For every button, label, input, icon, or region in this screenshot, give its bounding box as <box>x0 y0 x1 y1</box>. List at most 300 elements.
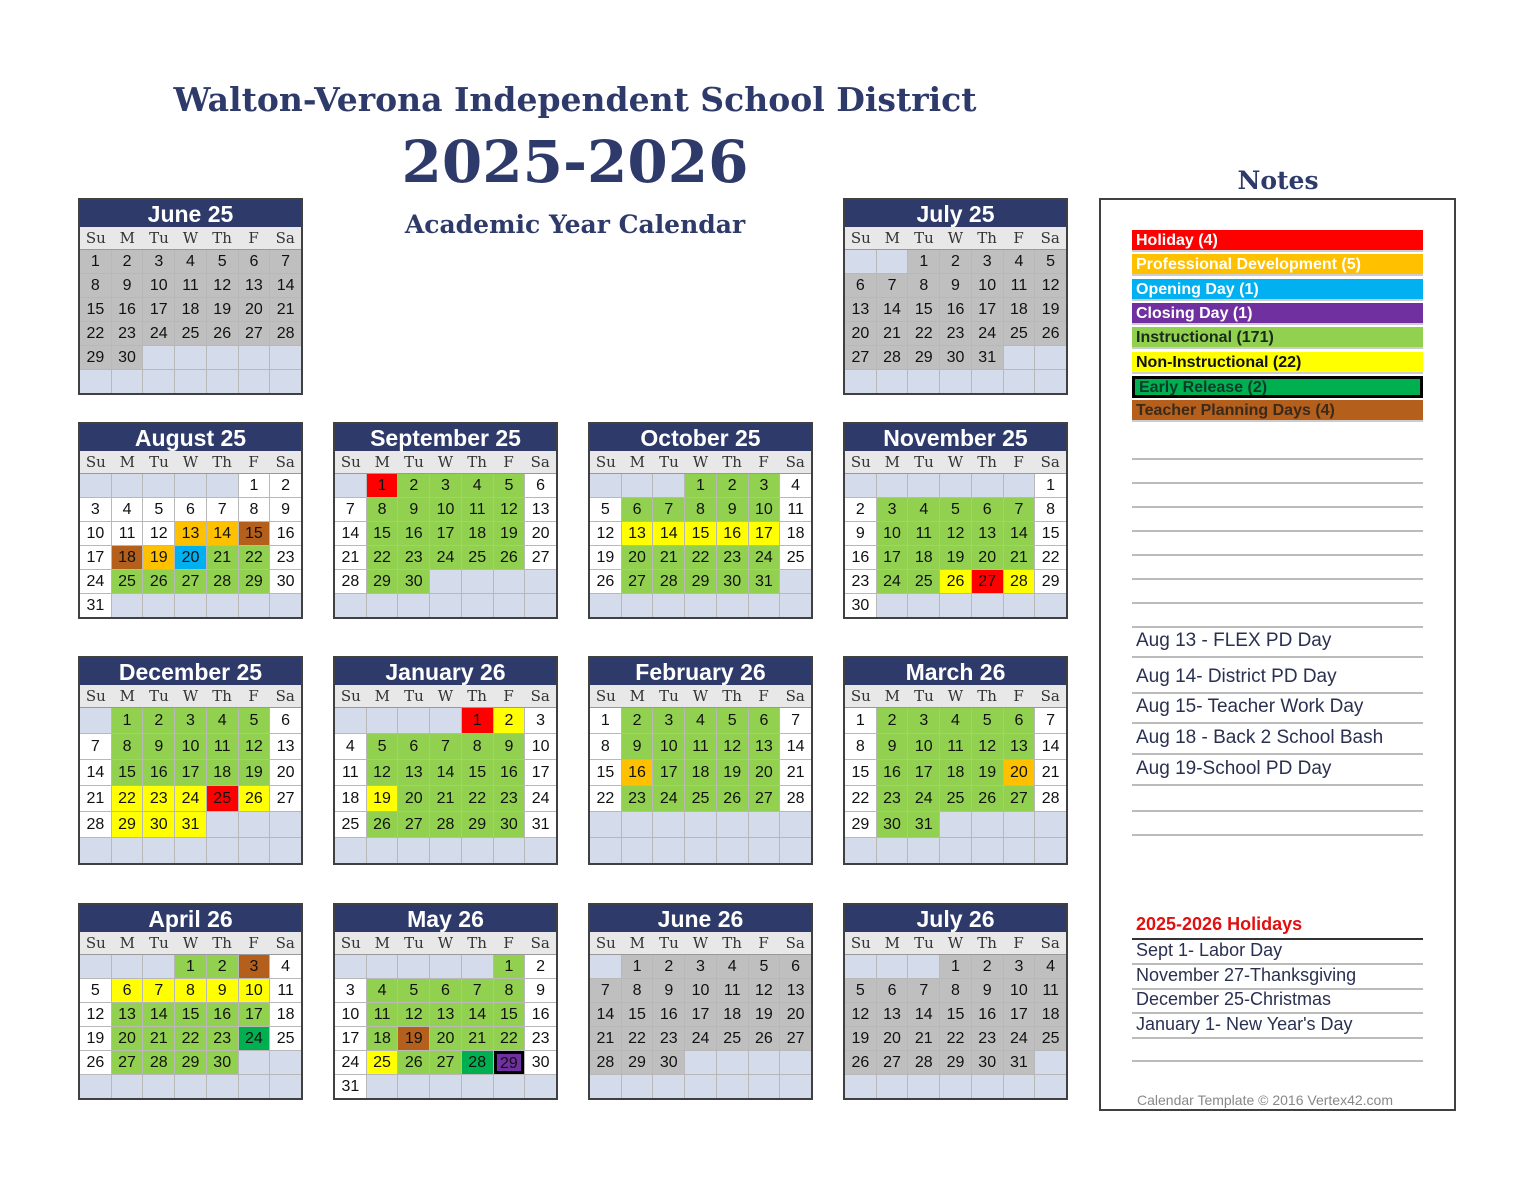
day-cell[interactable]: 28 <box>207 570 238 593</box>
day-cell[interactable]: 18 <box>717 1003 748 1026</box>
day-cell[interactable]: 9 <box>972 979 1003 1002</box>
day-cell[interactable]: 16 <box>398 522 429 545</box>
day-cell[interactable]: 15 <box>175 1003 206 1026</box>
day-cell[interactable]: 30 <box>972 1051 1003 1074</box>
day-cell[interactable]: 28 <box>462 1051 493 1074</box>
day-cell[interactable]: 7 <box>780 708 811 733</box>
day-cell[interactable]: 15 <box>112 760 143 785</box>
day-cell[interactable]: 22 <box>685 546 716 569</box>
day-cell[interactable]: 16 <box>270 522 301 545</box>
day-cell[interactable]: 6 <box>622 498 653 521</box>
day-cell[interactable]: 27 <box>972 570 1003 593</box>
day-cell[interactable]: 23 <box>112 322 143 345</box>
day-cell[interactable]: 11 <box>1004 274 1035 297</box>
day-cell[interactable]: 25 <box>207 786 238 811</box>
day-cell[interactable]: 29 <box>622 1051 653 1074</box>
day-cell[interactable]: 16 <box>972 1003 1003 1026</box>
day-cell[interactable]: 8 <box>845 734 876 759</box>
day-cell[interactable]: 2 <box>494 708 525 733</box>
day-cell[interactable]: 10 <box>430 498 461 521</box>
day-cell[interactable]: 20 <box>430 1027 461 1050</box>
day-cell[interactable]: 11 <box>908 522 939 545</box>
day-cell[interactable]: 20 <box>845 322 876 345</box>
day-cell[interactable]: 21 <box>462 1027 493 1050</box>
day-cell[interactable]: 3 <box>1004 955 1035 978</box>
day-cell[interactable]: 5 <box>494 474 525 497</box>
day-cell[interactable]: 12 <box>398 1003 429 1026</box>
day-cell[interactable]: 20 <box>1004 760 1035 785</box>
day-cell[interactable]: 30 <box>207 1051 238 1074</box>
day-cell[interactable]: 4 <box>780 474 811 497</box>
day-cell[interactable]: 1 <box>908 250 939 273</box>
day-cell[interactable]: 29 <box>494 1051 525 1074</box>
day-cell[interactable]: 31 <box>749 570 780 593</box>
day-cell[interactable]: 31 <box>175 812 206 837</box>
day-cell[interactable]: 10 <box>335 1003 366 1026</box>
day-cell[interactable]: 17 <box>143 298 174 321</box>
day-cell[interactable]: 13 <box>175 522 206 545</box>
day-cell[interactable]: 15 <box>590 760 621 785</box>
day-cell[interactable]: 26 <box>239 786 270 811</box>
day-cell[interactable]: 13 <box>1004 734 1035 759</box>
day-cell[interactable]: 23 <box>717 546 748 569</box>
day-cell[interactable]: 24 <box>239 1027 270 1050</box>
day-cell[interactable]: 14 <box>207 522 238 545</box>
day-cell[interactable]: 23 <box>207 1027 238 1050</box>
day-cell[interactable]: 7 <box>462 979 493 1002</box>
day-cell[interactable]: 9 <box>494 734 525 759</box>
day-cell[interactable]: 27 <box>239 322 270 345</box>
day-cell[interactable]: 21 <box>335 546 366 569</box>
day-cell[interactable]: 26 <box>972 786 1003 811</box>
day-cell[interactable]: 5 <box>80 979 111 1002</box>
day-cell[interactable]: 24 <box>430 546 461 569</box>
day-cell[interactable]: 18 <box>335 786 366 811</box>
day-cell[interactable]: 22 <box>908 322 939 345</box>
day-cell[interactable]: 17 <box>80 546 111 569</box>
day-cell[interactable]: 19 <box>972 760 1003 785</box>
day-cell[interactable]: 30 <box>845 594 876 617</box>
day-cell[interactable]: 11 <box>1035 979 1066 1002</box>
day-cell[interactable]: 30 <box>398 570 429 593</box>
day-cell[interactable]: 21 <box>80 786 111 811</box>
day-cell[interactable]: 10 <box>749 498 780 521</box>
day-cell[interactable]: 25 <box>940 786 971 811</box>
day-cell[interactable]: 17 <box>749 522 780 545</box>
day-cell[interactable]: 14 <box>270 274 301 297</box>
day-cell[interactable]: 7 <box>590 979 621 1002</box>
day-cell[interactable]: 28 <box>143 1051 174 1074</box>
day-cell[interactable]: 28 <box>1004 570 1035 593</box>
day-cell[interactable]: 18 <box>1035 1003 1066 1026</box>
day-cell[interactable]: 13 <box>845 298 876 321</box>
day-cell[interactable]: 13 <box>239 274 270 297</box>
day-cell[interactable]: 21 <box>1004 546 1035 569</box>
day-cell[interactable]: 18 <box>940 760 971 785</box>
day-cell[interactable]: 22 <box>462 786 493 811</box>
day-cell[interactable]: 17 <box>525 760 556 785</box>
day-cell[interactable]: 1 <box>590 708 621 733</box>
day-cell[interactable]: 14 <box>780 734 811 759</box>
day-cell[interactable]: 25 <box>112 570 143 593</box>
day-cell[interactable]: 19 <box>717 760 748 785</box>
day-cell[interactable]: 11 <box>270 979 301 1002</box>
day-cell[interactable]: 18 <box>175 298 206 321</box>
day-cell[interactable]: 2 <box>112 250 143 273</box>
day-cell[interactable]: 14 <box>143 1003 174 1026</box>
day-cell[interactable]: 20 <box>877 1027 908 1050</box>
day-cell[interactable]: 27 <box>622 570 653 593</box>
day-cell[interactable]: 8 <box>622 979 653 1002</box>
day-cell[interactable]: 19 <box>1035 298 1066 321</box>
day-cell[interactable]: 5 <box>239 708 270 733</box>
day-cell[interactable]: 2 <box>398 474 429 497</box>
day-cell[interactable]: 14 <box>653 522 684 545</box>
day-cell[interactable]: 16 <box>112 298 143 321</box>
day-cell[interactable]: 5 <box>972 708 1003 733</box>
day-cell[interactable]: 12 <box>143 522 174 545</box>
day-cell[interactable]: 29 <box>80 346 111 369</box>
day-cell[interactable]: 16 <box>845 546 876 569</box>
day-cell[interactable]: 7 <box>877 274 908 297</box>
day-cell[interactable]: 10 <box>877 522 908 545</box>
day-cell[interactable]: 27 <box>749 786 780 811</box>
day-cell[interactable]: 27 <box>780 1027 811 1050</box>
day-cell[interactable]: 22 <box>1035 546 1066 569</box>
day-cell[interactable]: 6 <box>972 498 1003 521</box>
day-cell[interactable]: 29 <box>112 812 143 837</box>
day-cell[interactable]: 30 <box>494 812 525 837</box>
day-cell[interactable]: 16 <box>940 298 971 321</box>
day-cell[interactable]: 17 <box>1004 1003 1035 1026</box>
day-cell[interactable]: 1 <box>940 955 971 978</box>
day-cell[interactable]: 21 <box>207 546 238 569</box>
day-cell[interactable]: 17 <box>653 760 684 785</box>
day-cell[interactable]: 3 <box>239 955 270 978</box>
day-cell[interactable]: 26 <box>845 1051 876 1074</box>
day-cell[interactable]: 15 <box>367 522 398 545</box>
day-cell[interactable]: 29 <box>940 1051 971 1074</box>
day-cell[interactable]: 8 <box>1035 498 1066 521</box>
day-cell[interactable]: 22 <box>175 1027 206 1050</box>
day-cell[interactable]: 4 <box>270 955 301 978</box>
day-cell[interactable]: 26 <box>590 570 621 593</box>
day-cell[interactable]: 3 <box>908 708 939 733</box>
day-cell[interactable]: 31 <box>972 346 1003 369</box>
day-cell[interactable]: 14 <box>1004 522 1035 545</box>
day-cell[interactable]: 5 <box>590 498 621 521</box>
day-cell[interactable]: 11 <box>780 498 811 521</box>
day-cell[interactable]: 21 <box>430 786 461 811</box>
day-cell[interactable]: 6 <box>430 979 461 1002</box>
day-cell[interactable]: 10 <box>175 734 206 759</box>
day-cell[interactable]: 23 <box>525 1027 556 1050</box>
day-cell[interactable]: 16 <box>143 760 174 785</box>
day-cell[interactable]: 28 <box>908 1051 939 1074</box>
day-cell[interactable]: 14 <box>908 1003 939 1026</box>
day-cell[interactable]: 8 <box>590 734 621 759</box>
day-cell[interactable]: 5 <box>940 498 971 521</box>
day-cell[interactable]: 14 <box>877 298 908 321</box>
day-cell[interactable]: 19 <box>207 298 238 321</box>
day-cell[interactable]: 23 <box>143 786 174 811</box>
day-cell[interactable]: 28 <box>877 346 908 369</box>
day-cell[interactable]: 16 <box>717 522 748 545</box>
day-cell[interactable]: 13 <box>780 979 811 1002</box>
day-cell[interactable]: 5 <box>398 979 429 1002</box>
day-cell[interactable]: 29 <box>845 812 876 837</box>
day-cell[interactable]: 12 <box>367 760 398 785</box>
day-cell[interactable]: 24 <box>685 1027 716 1050</box>
day-cell[interactable]: 29 <box>175 1051 206 1074</box>
day-cell[interactable]: 10 <box>972 274 1003 297</box>
day-cell[interactable]: 27 <box>1004 786 1035 811</box>
day-cell[interactable]: 24 <box>335 1051 366 1074</box>
day-cell[interactable]: 3 <box>143 250 174 273</box>
day-cell[interactable]: 2 <box>143 708 174 733</box>
day-cell[interactable]: 8 <box>239 498 270 521</box>
day-cell[interactable]: 20 <box>749 760 780 785</box>
day-cell[interactable]: 4 <box>1035 955 1066 978</box>
day-cell[interactable]: 21 <box>877 322 908 345</box>
day-cell[interactable]: 22 <box>80 322 111 345</box>
day-cell[interactable]: 10 <box>908 734 939 759</box>
day-cell[interactable]: 1 <box>462 708 493 733</box>
day-cell[interactable]: 21 <box>1035 760 1066 785</box>
day-cell[interactable]: 30 <box>653 1051 684 1074</box>
day-cell[interactable]: 26 <box>717 786 748 811</box>
day-cell[interactable]: 9 <box>143 734 174 759</box>
day-cell[interactable]: 30 <box>270 570 301 593</box>
day-cell[interactable]: 26 <box>398 1051 429 1074</box>
day-cell[interactable]: 23 <box>845 570 876 593</box>
day-cell[interactable]: 24 <box>877 570 908 593</box>
day-cell[interactable]: 2 <box>972 955 1003 978</box>
day-cell[interactable]: 5 <box>367 734 398 759</box>
day-cell[interactable]: 20 <box>622 546 653 569</box>
day-cell[interactable]: 19 <box>398 1027 429 1050</box>
day-cell[interactable]: 29 <box>462 812 493 837</box>
day-cell[interactable]: 13 <box>525 498 556 521</box>
day-cell[interactable]: 20 <box>239 298 270 321</box>
day-cell[interactable]: 25 <box>462 546 493 569</box>
day-cell[interactable]: 27 <box>175 570 206 593</box>
day-cell[interactable]: 10 <box>143 274 174 297</box>
day-cell[interactable]: 20 <box>525 522 556 545</box>
day-cell[interactable]: 3 <box>877 498 908 521</box>
day-cell[interactable]: 5 <box>207 250 238 273</box>
day-cell[interactable]: 16 <box>877 760 908 785</box>
day-cell[interactable]: 26 <box>749 1027 780 1050</box>
day-cell[interactable]: 13 <box>749 734 780 759</box>
day-cell[interactable]: 6 <box>398 734 429 759</box>
day-cell[interactable]: 13 <box>112 1003 143 1026</box>
day-cell[interactable]: 7 <box>143 979 174 1002</box>
day-cell[interactable]: 28 <box>653 570 684 593</box>
day-cell[interactable]: 12 <box>239 734 270 759</box>
day-cell[interactable]: 4 <box>685 708 716 733</box>
day-cell[interactable]: 28 <box>80 812 111 837</box>
day-cell[interactable]: 7 <box>653 498 684 521</box>
day-cell[interactable]: 9 <box>845 522 876 545</box>
day-cell[interactable]: 1 <box>622 955 653 978</box>
day-cell[interactable]: 11 <box>940 734 971 759</box>
day-cell[interactable]: 2 <box>653 955 684 978</box>
day-cell[interactable]: 19 <box>940 546 971 569</box>
day-cell[interactable]: 27 <box>112 1051 143 1074</box>
day-cell[interactable]: 23 <box>622 786 653 811</box>
day-cell[interactable]: 21 <box>908 1027 939 1050</box>
day-cell[interactable]: 15 <box>685 522 716 545</box>
day-cell[interactable]: 16 <box>494 760 525 785</box>
day-cell[interactable]: 2 <box>717 474 748 497</box>
day-cell[interactable]: 24 <box>749 546 780 569</box>
day-cell[interactable]: 11 <box>462 498 493 521</box>
day-cell[interactable]: 19 <box>749 1003 780 1026</box>
day-cell[interactable]: 10 <box>525 734 556 759</box>
day-cell[interactable]: 15 <box>1035 522 1066 545</box>
day-cell[interactable]: 14 <box>462 1003 493 1026</box>
day-cell[interactable]: 26 <box>207 322 238 345</box>
day-cell[interactable]: 21 <box>590 1027 621 1050</box>
day-cell[interactable]: 13 <box>398 760 429 785</box>
day-cell[interactable]: 2 <box>525 955 556 978</box>
day-cell[interactable]: 19 <box>590 546 621 569</box>
day-cell[interactable]: 7 <box>80 734 111 759</box>
day-cell[interactable]: 10 <box>653 734 684 759</box>
day-cell[interactable]: 31 <box>908 812 939 837</box>
day-cell[interactable]: 12 <box>1035 274 1066 297</box>
day-cell[interactable]: 6 <box>239 250 270 273</box>
day-cell[interactable]: 1 <box>80 250 111 273</box>
day-cell[interactable]: 24 <box>175 786 206 811</box>
day-cell[interactable]: 9 <box>622 734 653 759</box>
day-cell[interactable]: 22 <box>590 786 621 811</box>
day-cell[interactable]: 3 <box>430 474 461 497</box>
day-cell[interactable]: 5 <box>717 708 748 733</box>
day-cell[interactable]: 8 <box>685 498 716 521</box>
day-cell[interactable]: 27 <box>430 1051 461 1074</box>
day-cell[interactable]: 5 <box>845 979 876 1002</box>
day-cell[interactable]: 27 <box>525 546 556 569</box>
day-cell[interactable]: 15 <box>239 522 270 545</box>
day-cell[interactable]: 22 <box>112 786 143 811</box>
day-cell[interactable]: 21 <box>143 1027 174 1050</box>
day-cell[interactable]: 7 <box>335 498 366 521</box>
day-cell[interactable]: 3 <box>80 498 111 521</box>
day-cell[interactable]: 7 <box>207 498 238 521</box>
day-cell[interactable]: 28 <box>590 1051 621 1074</box>
day-cell[interactable]: 1 <box>494 955 525 978</box>
day-cell[interactable]: 4 <box>175 250 206 273</box>
day-cell[interactable]: 2 <box>270 474 301 497</box>
day-cell[interactable]: 11 <box>335 760 366 785</box>
day-cell[interactable]: 25 <box>908 570 939 593</box>
day-cell[interactable]: 29 <box>1035 570 1066 593</box>
day-cell[interactable]: 25 <box>335 812 366 837</box>
day-cell[interactable]: 9 <box>653 979 684 1002</box>
day-cell[interactable]: 19 <box>80 1027 111 1050</box>
day-cell[interactable]: 3 <box>653 708 684 733</box>
day-cell[interactable]: 4 <box>717 955 748 978</box>
day-cell[interactable]: 9 <box>940 274 971 297</box>
day-cell[interactable]: 28 <box>270 322 301 345</box>
day-cell[interactable]: 22 <box>239 546 270 569</box>
day-cell[interactable]: 27 <box>877 1051 908 1074</box>
day-cell[interactable]: 8 <box>175 979 206 1002</box>
day-cell[interactable]: 18 <box>367 1027 398 1050</box>
day-cell[interactable]: 16 <box>207 1003 238 1026</box>
day-cell[interactable]: 15 <box>494 1003 525 1026</box>
day-cell[interactable]: 20 <box>112 1027 143 1050</box>
day-cell[interactable]: 2 <box>877 708 908 733</box>
day-cell[interactable]: 1 <box>367 474 398 497</box>
day-cell[interactable]: 24 <box>1004 1027 1035 1050</box>
day-cell[interactable]: 12 <box>845 1003 876 1026</box>
day-cell[interactable]: 17 <box>335 1027 366 1050</box>
day-cell[interactable]: 27 <box>845 346 876 369</box>
day-cell[interactable]: 25 <box>717 1027 748 1050</box>
day-cell[interactable]: 28 <box>335 570 366 593</box>
day-cell[interactable]: 24 <box>653 786 684 811</box>
day-cell[interactable]: 11 <box>685 734 716 759</box>
day-cell[interactable]: 5 <box>1035 250 1066 273</box>
day-cell[interactable]: 23 <box>494 786 525 811</box>
day-cell[interactable]: 31 <box>335 1075 366 1098</box>
day-cell[interactable]: 1 <box>845 708 876 733</box>
day-cell[interactable]: 31 <box>1004 1051 1035 1074</box>
day-cell[interactable]: 30 <box>940 346 971 369</box>
day-cell[interactable]: 4 <box>335 734 366 759</box>
day-cell[interactable]: 18 <box>270 1003 301 1026</box>
day-cell[interactable]: 1 <box>1035 474 1066 497</box>
day-cell[interactable]: 15 <box>908 298 939 321</box>
day-cell[interactable]: 26 <box>494 546 525 569</box>
day-cell[interactable]: 21 <box>270 298 301 321</box>
day-cell[interactable]: 11 <box>175 274 206 297</box>
day-cell[interactable]: 19 <box>494 522 525 545</box>
day-cell[interactable]: 20 <box>270 760 301 785</box>
day-cell[interactable]: 25 <box>367 1051 398 1074</box>
day-cell[interactable]: 9 <box>398 498 429 521</box>
day-cell[interactable]: 22 <box>940 1027 971 1050</box>
day-cell[interactable]: 28 <box>780 786 811 811</box>
day-cell[interactable]: 13 <box>972 522 1003 545</box>
day-cell[interactable]: 3 <box>335 979 366 1002</box>
day-cell[interactable]: 14 <box>590 1003 621 1026</box>
day-cell[interactable]: 23 <box>972 1027 1003 1050</box>
day-cell[interactable]: 12 <box>972 734 1003 759</box>
day-cell[interactable]: 13 <box>270 734 301 759</box>
day-cell[interactable]: 29 <box>367 570 398 593</box>
day-cell[interactable]: 5 <box>143 498 174 521</box>
day-cell[interactable]: 24 <box>908 786 939 811</box>
day-cell[interactable]: 4 <box>112 498 143 521</box>
day-cell[interactable]: 17 <box>430 522 461 545</box>
day-cell[interactable]: 4 <box>1004 250 1035 273</box>
day-cell[interactable]: 18 <box>780 522 811 545</box>
day-cell[interactable]: 22 <box>622 1027 653 1050</box>
day-cell[interactable]: 3 <box>685 955 716 978</box>
day-cell[interactable]: 30 <box>143 812 174 837</box>
day-cell[interactable]: 23 <box>877 786 908 811</box>
day-cell[interactable]: 25 <box>685 786 716 811</box>
day-cell[interactable]: 27 <box>270 786 301 811</box>
day-cell[interactable]: 18 <box>462 522 493 545</box>
day-cell[interactable]: 14 <box>430 760 461 785</box>
day-cell[interactable]: 24 <box>80 570 111 593</box>
day-cell[interactable]: 26 <box>1035 322 1066 345</box>
